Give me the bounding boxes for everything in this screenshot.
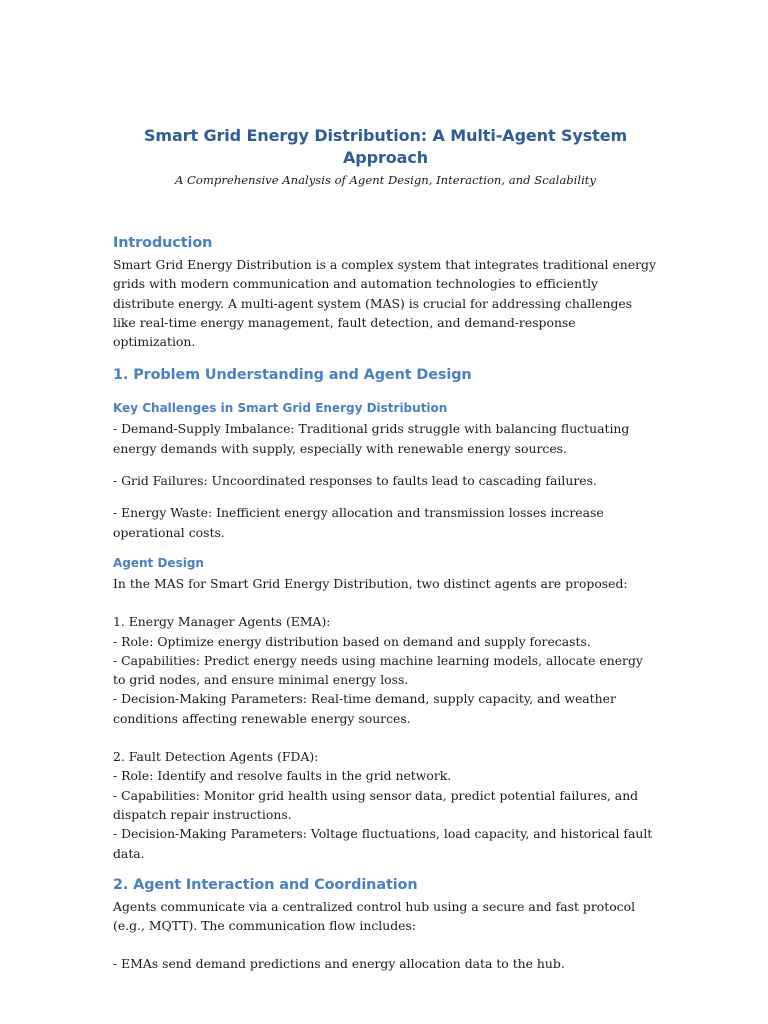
agent-design-intro: In the MAS for Smart Grid Energy Distribution, two distinct agents are proposed: (113, 575, 628, 591)
section-2-heading: 2. Agent Interaction and Coordination (113, 876, 418, 893)
ema-capabilities: - Capabilities: Predict energy needs using machine learning models, allocate energy to grid nodes, and ensure minimal energy loss. (113, 652, 643, 688)
challenge-item: - Grid Failures: Uncoordinated responses to faults lead to cascading failures. (113, 473, 597, 489)
challenge-item: - Demand-Supply Imbalance: Traditional grids struggle with balancing fluctuating energy demands with supply, especially with renewable energy sources. (113, 421, 630, 456)
fda-role: - Role: Identify and resolve faults in the grid network. (113, 768, 452, 784)
introduction-heading: Introduction (113, 235, 213, 251)
introduction-paragraph: Smart Grid Energy Distribution is a complex system that integrates traditional energy grids with modern communication and automation technologies to efficiently distribute energy. A multi-agent system (MAS) is crucial for addressing challenges like real-time energy management, fault detection, and demand-response optimization. (113, 257, 656, 350)
ema-decision-parameters: - Decision-Making Parameters: Real-time demand, supply capacity, and weather conditions affecting renewable energy sources. (113, 691, 616, 726)
agent-design-heading: Agent Design (113, 555, 204, 570)
ema-title: 1. Energy Manager Agents (EMA): (113, 614, 331, 630)
fda-capabilities: - Capabilities: Monitor grid health using sensor data, predict potential failures, and dispatch repair instructions. (113, 787, 639, 822)
communication-flow-item: - EMAs send demand predictions and energy allocation data to the hub. (113, 956, 565, 972)
challenge-item: - Energy Waste: Inefficient energy allocation and transmission losses increase operational costs. (113, 505, 604, 540)
fda-title: 2. Fault Detection Agents (FDA): (113, 749, 319, 765)
ema-role: - Role: Optimize energy distribution based on demand and supply forecasts. (113, 633, 591, 649)
document-body (113, 125, 658, 974)
document-title: Smart Grid Energy Distribution: A Multi-Agent System Approach (143, 126, 628, 167)
section-2-paragraph: Agents communicate via a centralized control hub using a secure and fast protocol (e.g., MQTT). The communication flow includes: (113, 898, 636, 934)
key-challenges-heading: Key Challenges in Smart Grid Energy Distribution (113, 401, 448, 416)
document-subtitle: A Comprehensive Analysis of Agent Design, Interaction, and Scalability (175, 173, 596, 187)
fda-decision-parameters: - Decision-Making Parameters: Voltage fluctuations, load capacity, and historical fault data. (113, 826, 653, 861)
section-1-heading: 1. Problem Understanding and Agent Design (113, 367, 472, 384)
